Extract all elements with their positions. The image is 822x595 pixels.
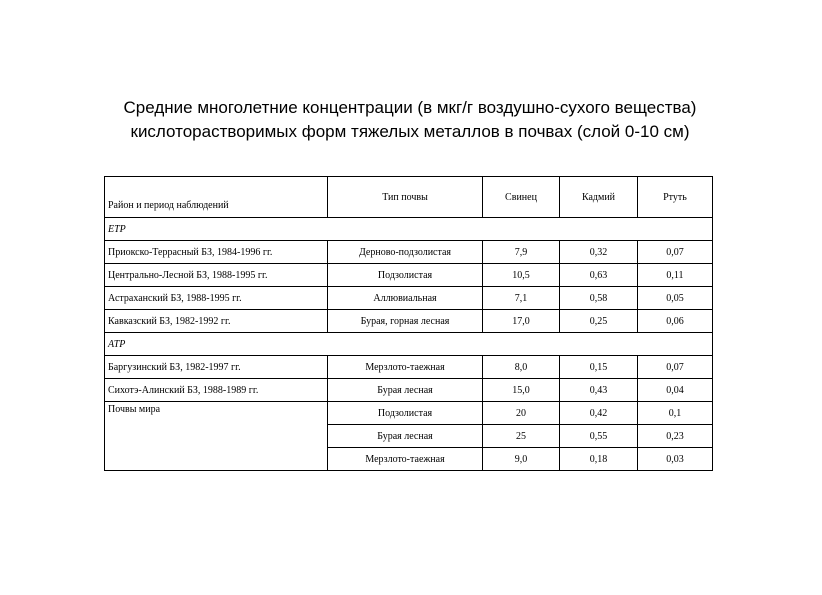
lead-cell: 25 [483, 425, 560, 448]
soil-cell: Мерзлото-таежная [328, 448, 483, 471]
cadmium-cell: 0,55 [560, 425, 638, 448]
cadmium-cell: 0,63 [560, 264, 638, 287]
cadmium-cell: 0,15 [560, 356, 638, 379]
soil-cell: Мерзлото-таежная [328, 356, 483, 379]
cadmium-cell: 0,58 [560, 287, 638, 310]
cadmium-cell: 0,43 [560, 379, 638, 402]
table-row [105, 356, 713, 379]
cadmium-cell: 0,42 [560, 402, 638, 425]
header-mercury: Ртуть [638, 177, 713, 218]
mercury-cell: 0,07 [638, 241, 713, 264]
cadmium-cell: 0,25 [560, 310, 638, 333]
district-cell: Центрально-Лесной БЗ, 1988-1995 гг. [105, 264, 328, 287]
mercury-cell: 0,06 [638, 310, 713, 333]
mercury-cell: 0,03 [638, 448, 713, 471]
district-cell: Сихотэ-Алинский БЗ, 1988-1989 гг. [105, 379, 328, 402]
table-row [105, 310, 713, 333]
lead-cell: 15,0 [483, 379, 560, 402]
lead-cell: 17,0 [483, 310, 560, 333]
mercury-cell: 0,05 [638, 287, 713, 310]
header-district: Район и период наблюдений [105, 177, 328, 218]
table-row [105, 241, 713, 264]
cadmium-cell: 0,32 [560, 241, 638, 264]
mercury-cell: 0,04 [638, 379, 713, 402]
soil-cell: Бурая лесная [328, 425, 483, 448]
lead-cell: 20 [483, 402, 560, 425]
table-row [105, 402, 713, 425]
header-row [105, 177, 713, 218]
table-row [105, 264, 713, 287]
title-line-1: Средние многолетние концентрации (в мкг/г воздушно-сухого вещества) [123, 98, 697, 117]
mercury-cell: 0,11 [638, 264, 713, 287]
cadmium-cell: 0,18 [560, 448, 638, 471]
district-cell: Баргузинский БЗ, 1982-1997 гг. [105, 356, 328, 379]
concentration-table [104, 176, 713, 471]
header-lead: Свинец [483, 177, 560, 218]
soil-cell: Подзолистая [328, 264, 483, 287]
section-label: ЕТР [105, 218, 713, 241]
district-cell: Почвы мира [105, 402, 328, 471]
lead-cell: 7,1 [483, 287, 560, 310]
title-line-2: кислоторастворимых форм тяжелых металлов в почвах (слой 0-10 см) [130, 122, 690, 141]
lead-cell: 9,0 [483, 448, 560, 471]
header-cadmium: Кадмий [560, 177, 638, 218]
lead-cell: 10,5 [483, 264, 560, 287]
lead-cell: 7,9 [483, 241, 560, 264]
section-label: АТР [105, 333, 713, 356]
soil-cell: Дерново-подзолистая [328, 241, 483, 264]
section-row-atr [105, 333, 713, 356]
district-cell: Кавказский БЗ, 1982-1992 гг. [105, 310, 328, 333]
soil-cell: Бурая, горная лесная [328, 310, 483, 333]
mercury-cell: 0,23 [638, 425, 713, 448]
soil-cell: Подзолистая [328, 402, 483, 425]
section-row-etr [105, 218, 713, 241]
table-row [105, 287, 713, 310]
district-cell: Приокско-Террасный БЗ, 1984-1996 гг. [105, 241, 328, 264]
district-cell: Астраханский БЗ, 1988-1995 гг. [105, 287, 328, 310]
soil-cell: Бурая лесная [328, 379, 483, 402]
mercury-cell: 0,1 [638, 402, 713, 425]
table-row [105, 379, 713, 402]
mercury-cell: 0,07 [638, 356, 713, 379]
lead-cell: 8,0 [483, 356, 560, 379]
soil-cell: Аллювиальная [328, 287, 483, 310]
page-title [60, 96, 760, 144]
header-soil: Тип почвы [328, 177, 483, 218]
